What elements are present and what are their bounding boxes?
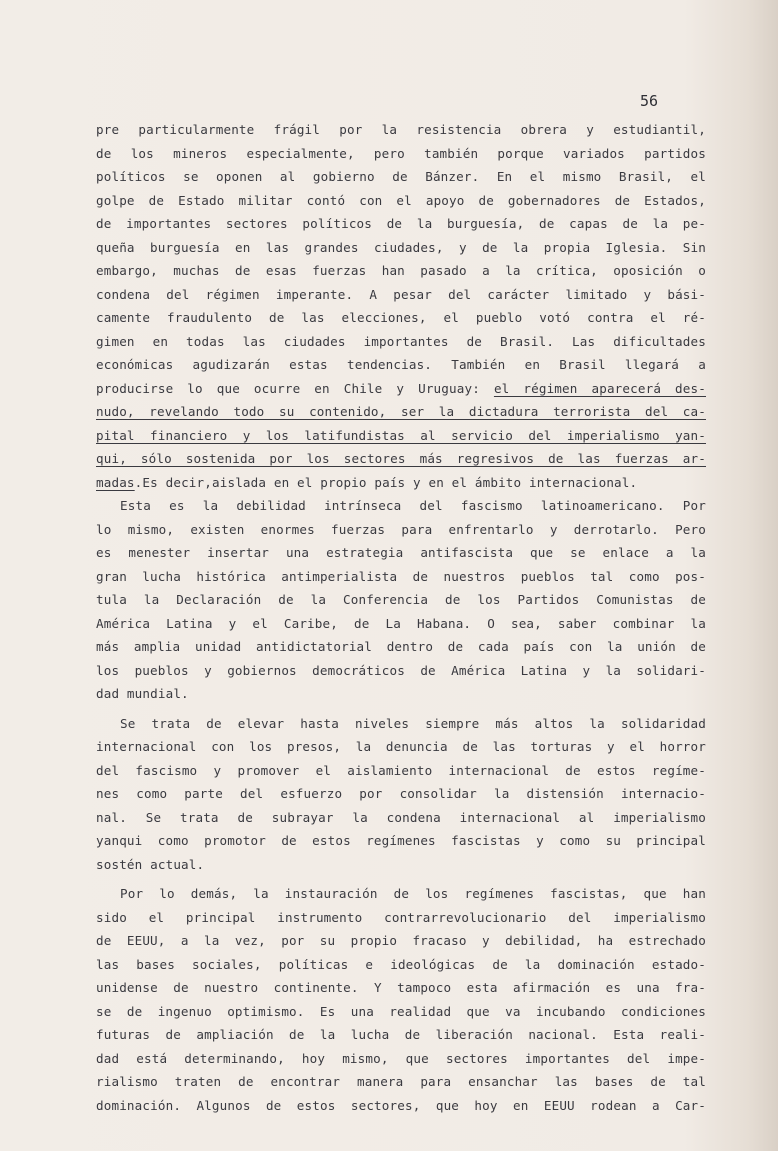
underlined-text: nudo, revelando todo su contenido, ser la dictadura terrorista del ca-	[96, 404, 706, 419]
text-segment: las bases sociales, políticas e ideológicas de la dominación estado-	[96, 956, 706, 972]
text-line	[96, 212, 706, 236]
text-segment: lo mismo, existen enormes fuerzas para enfrentarlo y derrotarlo. Pero	[96, 521, 706, 537]
paragraph	[96, 118, 706, 494]
text-line	[96, 330, 706, 354]
text-segment: América Latina y el Caribe, de La Habana. O sea, saber combinar la	[96, 615, 706, 631]
text-segment: internacional con los presos, la denuncia de las torturas y el horror	[96, 739, 706, 754]
text-segment: tula la Declaración de la Conferencia de los Partidos Comunistas de	[96, 592, 706, 607]
text-segment: de importantes sectores políticos de la burguesía, de capas de la pe-	[96, 216, 706, 231]
text-segment: sido el principal instrumento contrarrevolucionario del imperialismo	[96, 909, 706, 925]
text-segment: condena del régimen imperante. A pesar del carácter limitado y bási-	[96, 286, 706, 302]
underlined-text: madas	[96, 474, 135, 490]
text-line	[96, 659, 706, 683]
paragraph	[96, 494, 706, 706]
text-line	[96, 976, 706, 1000]
text-segment: más amplia unidad antidictatorial dentro de cada país con la unión de	[96, 639, 706, 654]
text-line	[96, 635, 706, 659]
text-line	[96, 882, 706, 906]
text-segment: de los mineros especialmente, pero también porque variados partidos	[96, 145, 706, 161]
text-segment: rialismo traten de encontrar manera para ensanchar las bases de tal	[96, 1074, 706, 1089]
text-line	[96, 118, 706, 142]
text-line	[96, 494, 706, 518]
text-line	[96, 588, 706, 612]
text-line	[96, 1094, 706, 1118]
text-line	[96, 541, 706, 565]
text-segment: Esta es la debilidad intrínseca del fascismo latinoamericano. Por	[120, 498, 706, 513]
text-segment: futuras de ampliación de la lucha de liberación nacional. Esta reali-	[96, 1027, 706, 1042]
text-line	[96, 929, 706, 953]
text-segment: económicas agudizarán estas tendencias. También en Brasil llegará a	[96, 357, 706, 372]
text-segment: de EEUU, a la vez, por su propio fracaso y debilidad, ha estrechado	[96, 933, 706, 948]
text-segment: es menester insertar una estrategia antifascista que se enlace a la	[96, 545, 706, 560]
text-segment: pre particularmente frágil por la resistencia obrera y estudiantil,	[96, 122, 706, 137]
text-line	[96, 759, 706, 783]
body-text	[96, 118, 706, 1117]
text-segment: camente fraudulento de las elecciones, el pueblo votó contra el ré-	[96, 310, 706, 325]
text-line	[96, 518, 706, 542]
text-segment: Por lo demás, la instauración de los regímenes fascistas, que han	[120, 886, 706, 901]
page-number: 56	[640, 92, 659, 110]
text-segment: del fascismo y promover el aislamiento internacional de estos regíme-	[96, 762, 706, 778]
text-line	[96, 712, 706, 736]
text-segment: se de ingenuo optimismo. Es una realidad que va incubando condiciones	[96, 1003, 706, 1019]
text-line	[96, 565, 706, 589]
text-line	[96, 1070, 706, 1094]
text-line	[96, 424, 706, 448]
text-segment: los pueblos y gobiernos democráticos de América Latina y la solidari-	[96, 662, 706, 678]
text-segment: dad está determinando, hoy mismo, que sectores importantes del impe-	[96, 1050, 706, 1066]
text-line	[96, 953, 706, 977]
text-line	[96, 165, 706, 189]
text-segment: políticos se oponen al gobierno de Bánzer. En el mismo Brasil, el	[96, 169, 706, 184]
text-line	[96, 829, 706, 853]
underlined-text: qui, sólo sostenida por los sectores más regresivos de las fuerzas ar-	[96, 451, 706, 466]
text-segment: producirse lo que ocurre en Chile y Uruguay:	[96, 380, 494, 396]
text-segment: .Es decir,aislada en el propio país y en el ámbito internacional.	[134, 474, 638, 490]
text-segment: dominación. Algunos de estos sectores, que hoy en EEUU rodean a Car-	[96, 1097, 706, 1113]
text-line	[96, 906, 706, 930]
text-line	[96, 1000, 706, 1024]
text-line	[96, 236, 706, 260]
text-line	[96, 400, 706, 424]
text-line	[96, 447, 706, 471]
underlined-text: pital financiero y los latifundistas al servicio del imperialismo yan-	[96, 427, 706, 443]
text-segment: dad mundial.	[96, 686, 189, 701]
text-line	[96, 735, 706, 759]
text-line	[96, 283, 706, 307]
text-segment: golpe de Estado militar contó con el apoyo de gobernadores de Estados,	[96, 192, 706, 208]
text-line	[96, 682, 706, 706]
paragraph	[96, 712, 706, 877]
text-segment: yanqui como promotor de estos regímenes fascistas y como su principal	[96, 833, 706, 848]
text-line	[96, 142, 706, 166]
text-line	[96, 306, 706, 330]
text-line	[96, 259, 706, 283]
text-line	[96, 471, 706, 495]
text-line	[96, 189, 706, 213]
text-segment: unidense de nuestro continente. Y tampoco esta afirmación es una fra-	[96, 980, 706, 995]
underlined-text: el régimen aparecerá des-	[493, 380, 706, 396]
text-line	[96, 853, 706, 877]
text-line	[96, 1023, 706, 1047]
text-line	[96, 782, 706, 806]
text-line	[96, 377, 706, 401]
text-segment: nal. Se trata de subrayar la condena internacional al imperialismo	[96, 809, 706, 825]
text-segment: queña burguesía en las grandes ciudades, y de la propia Iglesia. Sin	[96, 239, 706, 255]
text-segment: sostén actual.	[96, 856, 205, 872]
text-segment: Se trata de elevar hasta niveles siempre más altos la solidaridad	[120, 715, 706, 731]
text-segment: nes como parte del esfuerzo por consolidar la distensión internacio-	[96, 786, 706, 801]
text-line	[96, 1047, 706, 1071]
text-segment: gimen en todas las ciudades importantes de Brasil. Las dificultades	[96, 333, 706, 349]
text-segment: embargo, muchas de esas fuerzas han pasado a la crítica, oposición o	[96, 263, 706, 278]
paragraph	[96, 882, 706, 1117]
text-segment: gran lucha histórica antimperialista de nuestros pueblos tal como pos-	[96, 568, 706, 584]
text-line	[96, 353, 706, 377]
text-line	[96, 806, 706, 830]
text-line	[96, 612, 706, 636]
